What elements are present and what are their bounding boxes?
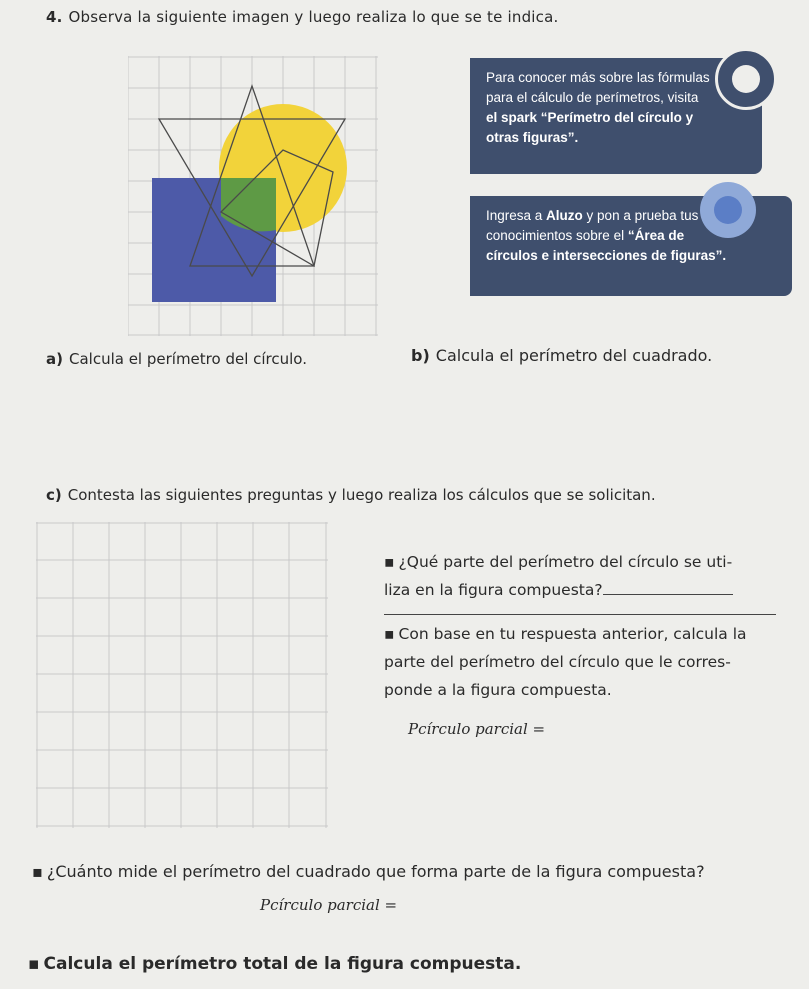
formula-subscript: círculo parcial = xyxy=(270,896,398,914)
task-a xyxy=(46,350,307,368)
task-text: Calcula el perímetro del cuadrado. xyxy=(435,346,713,365)
exercise-heading xyxy=(46,8,558,26)
question-square-perimeter xyxy=(32,862,705,881)
question-text: liza en la figura compuesta? xyxy=(384,581,603,599)
aluzo-text: y pon a prueba tus xyxy=(582,208,699,223)
question-total-perimeter xyxy=(28,954,521,974)
question-circle-part xyxy=(384,548,784,604)
aluzo-badge-icon xyxy=(700,182,756,238)
work-grid xyxy=(36,522,328,828)
task-letter: b) xyxy=(411,346,430,365)
question-text: ponde a la figura compuesta. xyxy=(384,681,612,699)
task-text: Calcula el perímetro del círculo. xyxy=(68,350,307,368)
spark-badge-icon xyxy=(715,48,777,110)
formula-subscript: círculo parcial = xyxy=(418,720,546,738)
aluzo-topic: círculos e intersecciones de figuras”. xyxy=(486,248,727,263)
answer-blank[interactable] xyxy=(603,593,733,595)
formula-square-partial xyxy=(260,896,397,914)
exercise-instruction: Observa la siguiente imagen y luego realiza lo que se te indica. xyxy=(68,8,559,26)
aluzo-text: Ingresa a xyxy=(486,208,547,223)
task-letter: a) xyxy=(46,350,63,368)
aluzo-topic: “Área de xyxy=(627,228,685,243)
composite-figure xyxy=(128,56,378,336)
answer-blank[interactable] xyxy=(384,614,776,615)
formula-symbol: P xyxy=(408,720,419,738)
question-text: ¿Qué parte del perímetro del círculo se uti- xyxy=(398,553,733,571)
bullet: ▪ xyxy=(32,862,43,881)
task-b xyxy=(411,346,712,365)
question-text: ¿Cuánto mide el perímetro del cuadrado que forma parte de la figura compuesta? xyxy=(46,862,705,881)
task-c xyxy=(46,486,656,504)
task-text: Contesta las siguientes preguntas y luego realiza los cálculos que se solicitan. xyxy=(67,486,656,504)
spark-link-text[interactable]: otras figuras”. xyxy=(486,130,579,145)
spark-info-line: para el cálculo de perímetros, visita xyxy=(486,90,699,105)
formula-symbol: P xyxy=(260,896,271,914)
question-calc-circle xyxy=(384,620,789,704)
formula-circle-partial xyxy=(408,720,545,738)
bullet: ▪ xyxy=(28,954,40,974)
aluzo-link[interactable]: Aluzo xyxy=(546,208,583,223)
question-text: parte del perímetro del círculo que le corres- xyxy=(384,653,731,671)
aluzo-text: conocimientos sobre el xyxy=(486,228,628,243)
question-text: Con base en tu respuesta anterior, calcula la xyxy=(398,625,747,643)
bullet: ▪ xyxy=(384,553,395,571)
bullet: ▪ xyxy=(384,625,395,643)
spark-link-text[interactable]: el spark “Perímetro del círculo y xyxy=(486,110,694,125)
task-letter: c) xyxy=(46,486,62,504)
question-text: Calcula el perímetro total de la figura compuesta. xyxy=(43,954,522,974)
exercise-number: 4. xyxy=(46,8,63,26)
spark-info-line: Para conocer más sobre las fórmulas xyxy=(486,70,710,85)
